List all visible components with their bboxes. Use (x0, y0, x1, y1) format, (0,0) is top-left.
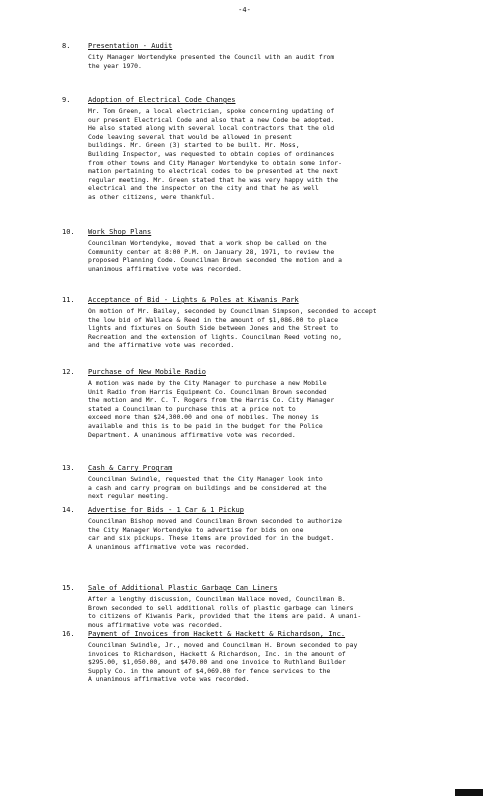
body-line: the low bid of Wallace & Reed in the amount of $1,086.00 to place (88, 315, 339, 324)
item-heading: Presentation - Audit (88, 42, 173, 50)
body-line: Supply Co. in the amount of $4,069.00 for fence services to the (88, 666, 331, 675)
item-body (88, 379, 460, 439)
item-number: 13. (62, 464, 75, 472)
body-line: Councilman Bishop moved and Councilman Brown seconded to authorize (88, 517, 342, 525)
item-body (88, 53, 460, 70)
scan-artifact-mark (455, 789, 483, 796)
body-line: a cash and carry program on buildings and be considered at the (88, 483, 327, 492)
body-line: mation pertaining to electrical codes to be presented at the next (88, 167, 339, 176)
body-line: the motion and Mr. C. T. Rogers from the Harris Co. City Manager (88, 396, 335, 405)
body-line: $295.00, $1,050.00, and $470.00 and one invoice to Ruthland Builder (88, 658, 346, 667)
body-line: and the affirmative vote was recorded. (88, 341, 235, 350)
item-body (88, 475, 460, 501)
item-heading: Adoption of Electrical Code Changes (88, 96, 236, 104)
body-line: He also stated along with several local contractors that the old (88, 124, 335, 133)
body-line: mous affirmative vote was recorded. (88, 620, 223, 629)
body-line: regular meeting. Mr. Green stated that he was very happy with the (88, 175, 339, 184)
body-line: electrical and the inspector on the city and that he as well (88, 184, 319, 193)
body-line: Department. A unanimous affirmative vote was recorded. (88, 430, 296, 439)
body-line: exceed more than $24,300.00 and one of mobiles. The money is (88, 413, 319, 422)
item-heading: Payment of Invoices from Hackett & Hackett & Richardson, Inc. (88, 630, 346, 638)
item-body (88, 307, 460, 350)
body-line: Mr. Tom Green, a local electrician, spoke concerning updating of (88, 107, 335, 115)
body-line: car and six pickups. These items are provided for in the budget. (88, 534, 335, 543)
item-heading: Purchase of New Mobile Radio (88, 368, 207, 376)
body-line: Recreation and the extension of lights. Councilman Reed voting no, (88, 332, 342, 341)
body-line: lights and fixtures on South Side between Jones and the Street to (88, 324, 339, 333)
body-line: Councilman Swindle, requested that the City Manager look into (88, 475, 323, 483)
item-number: 16. (62, 630, 75, 638)
body-line: available and this is to be paid in the budget for the Police (88, 421, 323, 430)
item-body (88, 107, 460, 202)
body-line: Code leaving several that would be allowed in present (88, 132, 292, 141)
body-line: the City Manager Wortendyke to advertise for bids on one (88, 525, 304, 534)
body-line: Councilman Wortendyke, moved that a work shop be called on the (88, 239, 327, 247)
item-heading: Work Shop Plans (88, 228, 152, 236)
body-line: the year 1970. (88, 61, 142, 70)
item-heading: Sale of Additional Plastic Garbage Can Liners (88, 584, 278, 592)
item-heading: Cash & Carry Program (88, 464, 173, 472)
body-line: On motion of Mr. Bailey, seconded by Councilman Simpson, seconded to accept (88, 307, 377, 315)
item-heading: Acceptance of Bid - Lights & Poles at Kiwanis Park (88, 296, 299, 304)
body-line: unanimous affirmative vote was recorded. (88, 264, 242, 273)
item-body (88, 641, 460, 684)
body-line: A unanimous affirmative vote was recorded. (88, 542, 250, 551)
body-line: A motion was made by the City Manager to purchase a new Mobile (88, 379, 327, 387)
body-line: Unit Radio from Harris Equipment Co. Councilman Brown seconded (88, 387, 327, 396)
item-number: 12. (62, 368, 75, 376)
body-line: from other towns and City Manager Wortendyke to obtain some infor- (88, 158, 342, 167)
item-body (88, 595, 460, 629)
body-line: proposed Planning Code. Councilman Brown seconded the motion and a (88, 256, 342, 265)
body-line: stated a Councilman to purchase this at a price not to (88, 404, 296, 413)
body-line: City Manager Wortendyke presented the Council with an audit from (88, 53, 335, 61)
body-line: Councilman Swindle, Jr., moved and Councilman H. Brown seconded to pay (88, 641, 358, 649)
body-line: next regular meeting. (88, 492, 169, 501)
body-line: our present Electrical Code and also that a new Code be adopted. (88, 115, 335, 124)
item-number: 8. (62, 42, 71, 50)
body-line: After a lengthy discussion, Councilman Wallace moved, Councilman B. (88, 595, 346, 603)
item-number: 9. (62, 96, 71, 104)
body-line: invoices to Richardson, Hackett & Richardson, Inc. in the amount of (88, 649, 346, 658)
item-number: 10. (62, 228, 75, 236)
item-number: 15. (62, 584, 75, 592)
item-heading: Advertise for Bids - 1 Car & 1 Pickup (88, 506, 244, 514)
body-line: Brown seconded to sell additional rolls of plastic garbage can liners (88, 603, 354, 612)
body-line: as other citizens, were thankful. (88, 192, 215, 201)
body-line: Community center at 8:00 P.M. on January 28, 1971, to review the (88, 247, 335, 256)
body-line: buildings. Mr. Green (3) started to be built. Mr. Moss, (88, 141, 300, 150)
body-line: A unanimous affirmative vote was recorded. (88, 675, 250, 684)
page-number: -4- (238, 6, 251, 14)
body-line: Building Inspector, was requested to obtain copies of ordinances (88, 149, 335, 158)
item-number: 14. (62, 506, 75, 514)
item-body (88, 517, 460, 551)
body-line: to citizens of Kiwanis Park, provided that the items are paid. A unani- (88, 612, 362, 621)
item-number: 11. (62, 296, 75, 304)
item-body (88, 239, 460, 273)
